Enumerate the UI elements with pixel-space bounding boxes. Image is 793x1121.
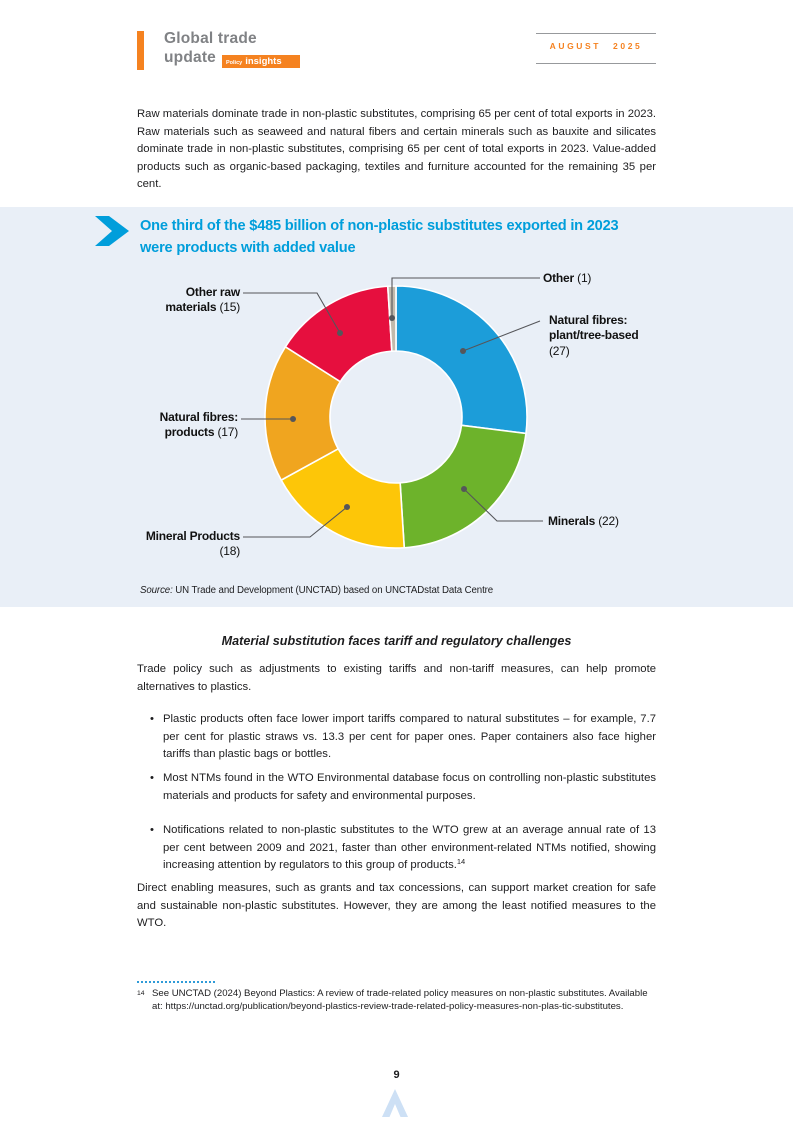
footnote-reference: 14 bbox=[456, 857, 466, 867]
leader-dot-3 bbox=[290, 416, 296, 422]
chart-callout-label-5: Other (1) bbox=[543, 271, 592, 285]
page-number: 9 bbox=[393, 1069, 400, 1081]
issue-rule-top bbox=[536, 33, 656, 34]
figure-title: One third of the $485 billion of non-plastic substitutes exported in 2023 were products with added value bbox=[140, 218, 619, 256]
bullet-item bbox=[137, 711, 656, 764]
chart-callout-label-2: Mineral Products (18) bbox=[145, 529, 240, 559]
figure-section bbox=[0, 207, 793, 607]
logo-accent-bar bbox=[137, 31, 144, 70]
leader-dot-1 bbox=[461, 486, 467, 492]
intro-paragraph: Raw materials dominate trade in non-plastic substitutes, comprising 65 per cent of total exports in 2023. Raw materials such as seaweed and natural fibers and certain minerals such as bauxite and silicates dominate trade in non-plastic substitutes, comprising 65 per cent of total exports in 2023. Value-added products such as organic-based packaging, textiles and furniture accounted for the remaining 35 per cent. bbox=[137, 108, 656, 191]
bullet-item bbox=[137, 770, 656, 805]
leader-dot-0 bbox=[460, 348, 466, 354]
bullet-text: Notifications related to non-plastic substitutes to the WTO grew at an average annual rate of 13 per cent between 2009 and 2021, faster than other environment-related NTMs notified, showing increasing attention by regulators to this group of products. bbox=[163, 824, 656, 872]
leader-dot-2 bbox=[344, 504, 350, 510]
leader-dot-4 bbox=[337, 330, 343, 336]
paragraph: Direct enabling measures, such as grants and tax concessions, can support market creation for safe and sustainable non-plastic substitutes. However, they are among the least notified measures to the WTO. bbox=[137, 882, 656, 930]
footnote-number: 14 bbox=[137, 990, 145, 997]
source-text: UN Trade and Development (UNCTAD) based on UNCTADstat Data Centre bbox=[172, 585, 494, 596]
logo-title-line2: update bbox=[164, 49, 217, 66]
footnote bbox=[137, 987, 660, 1013]
section-heading: Material substitution faces tariff and regulatory challenges bbox=[221, 634, 572, 648]
logo-title-line1: Global trade bbox=[164, 30, 257, 47]
donut-chart-svg bbox=[0, 207, 793, 607]
issue-rule-bottom bbox=[536, 63, 656, 64]
chart-callout-label-3: Natural fibres: products (17) bbox=[159, 410, 238, 440]
chart-callout-label-0: Natural fibres: plant/tree-based (27) bbox=[549, 313, 639, 358]
bullet-item bbox=[137, 822, 656, 875]
footnote-separator bbox=[137, 981, 215, 983]
donut-slice-0 bbox=[396, 286, 527, 433]
chart-callout-label-4: Other raw materials (15) bbox=[165, 285, 240, 315]
bullet-text: Most NTMs found in the WTO Environmental database focus on controlling non-plastic substitutes materials and products for safety and environmental purposes. bbox=[163, 772, 656, 802]
bullet-text: Plastic products often face lower import tariffs compared to natural substitutes – for example, 7.7 per cent for plastic straws vs. 13.3 per cent for paper ones. Paper containers also face higher tariffs than plastic bags or bottles. bbox=[163, 713, 656, 761]
issue-date: AUGUST 2025 bbox=[549, 41, 643, 51]
policy-insights-badge bbox=[222, 55, 300, 68]
chart-callout-label-1: Minerals (22) bbox=[548, 514, 619, 528]
leader-dot-5 bbox=[389, 315, 395, 321]
badge-large-label: insights bbox=[245, 56, 282, 67]
badge-small-label: Policy bbox=[226, 60, 243, 66]
figure-source bbox=[140, 585, 493, 596]
source-prefix: Source: bbox=[140, 585, 173, 596]
footer-chevron-icon bbox=[382, 1089, 408, 1117]
paragraph: Trade policy such as adjustments to existing tariffs and non-tariff measures, can help promote alternatives to plastics. bbox=[137, 663, 656, 693]
footnote-text: See UNCTAD (2024) Beyond Plastics: A review of trade-related policy measures on non-plastic substitutes. Available at: https://unctad.org/publication/beyond-plastics-review-trade-related-policy-measures-non-plas-tic-substitutes. bbox=[152, 988, 648, 1013]
